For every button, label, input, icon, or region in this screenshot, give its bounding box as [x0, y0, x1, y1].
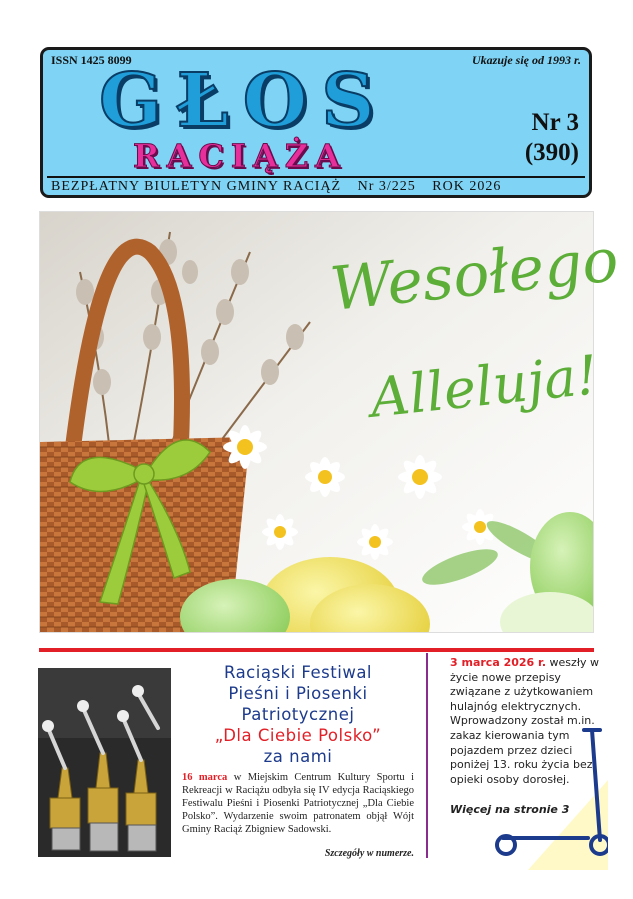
festival-headline [182, 662, 414, 767]
trophies-image [38, 668, 171, 857]
festival-body: w Miejskim Centrum Kultury Sportu i Rekreacji w Raciążu odbyła się IV edycja Raciąskiego Festiwalu Pieśni i Piosenki Patriotycznej „Dla Ciebie Polsko”. Wydarzenie swoim patronatem objął Wójt Gminy Raciąż Zbigniew Sadowski. [182, 772, 414, 835]
tagline-issue: Nr 3/225 [357, 179, 416, 194]
festival-headline-line: za nami [263, 747, 333, 766]
scooter-article-text [450, 656, 600, 787]
festival-headline-quote: „Dla Ciebie Polsko” [214, 726, 382, 745]
scooter-date: 3 marca 2026 r. [450, 656, 547, 669]
issn-number: ISSN 1425 8099 [51, 53, 132, 67]
festival-headline-line: Raciąski Festiwal [223, 663, 373, 682]
section-divider [39, 648, 594, 652]
greeting-line-2: Alleluja! [367, 343, 601, 430]
greeting-line-1: Wesołego [327, 225, 622, 325]
trophies-photo [38, 668, 171, 857]
masthead-tagline [51, 178, 513, 196]
festival-headline-line: Patriotycznej [241, 705, 355, 724]
festival-article-text [182, 771, 414, 836]
scooter-body: weszły w życie nowe przepisy związane z użytkowaniem hulajnóg elektrycznych. Wprowadzony został m.in. zakaz kierowania tym pojazdem przez dzieci poniżej 13. roku życia bez opieki osoby dorosłej. [450, 656, 599, 786]
tagline-text: BEZPŁATNY BIULETYN GMINY RACIĄŻ [51, 179, 342, 194]
festival-headline-line: Pieśni i Piosenki [228, 684, 368, 703]
masthead-title: GŁOS [99, 58, 389, 144]
column-divider [426, 653, 428, 858]
issue-total-number: (390) [524, 139, 579, 166]
issue-number: Nr 3 [531, 109, 579, 136]
festival-more-link[interactable]: Szczegóły w numerze. [324, 848, 414, 859]
masthead [40, 47, 592, 198]
tagline-year: ROK 2026 [432, 179, 502, 194]
scooter-more-link[interactable]: Więcej na stronie 3 [450, 803, 570, 816]
festival-date: 16 marca [182, 772, 228, 783]
publication-since: Ukazuje się od 1993 r. [471, 53, 581, 67]
masthead-town: RACIĄŻA [133, 137, 347, 175]
